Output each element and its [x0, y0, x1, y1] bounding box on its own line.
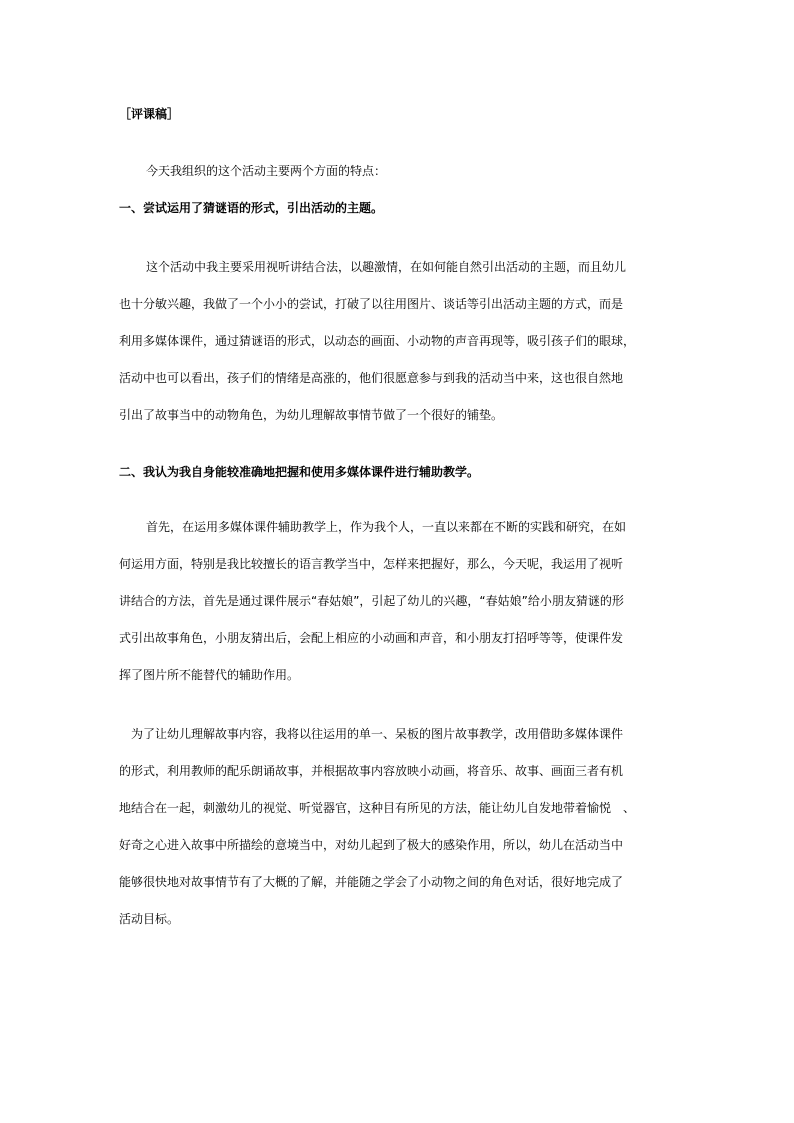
- point2-p2-line-4: 好奇之心进入故事中所描绘的意境当中，对幼儿起到了极大的感染作用，所以，幼儿在活动当中: [119, 838, 624, 852]
- point1-line-2: 也十分敏兴趣，我做了一个小小的尝试，打破了以往用图片、谈话等引出活动主题的方式，而是: [119, 297, 624, 311]
- point1-line-4: 活动中也可以看出，孩子们的情绪是高涨的，他们很愿意参与到我的活动当中来，这也很自然地: [119, 371, 624, 385]
- point2-p2-line-3: 地结合在一起，刺激幼儿的视觉、听觉器官，这种目有所见的方法，能让幼儿自发地带着愉悦 、: [119, 801, 636, 815]
- section-heading: ［评课稿］: [119, 107, 180, 121]
- point2-p1-line-4: 式引出故事角色，小朋友猜出后，会配上相应的小动画和声音，和小朋友打招呼等等，使课件发: [119, 631, 624, 645]
- point2-p2-line-1: 为了让幼儿理解故事内容，我将以往运用的单一、呆板的图片故事教学，改用借助多媒体课件: [131, 727, 624, 741]
- point2-heading: 二、我认为我自身能较准确地把握和使用多媒体课件进行辅助教学。: [119, 465, 480, 479]
- point1-line-3: 利用多媒体课件，通过猜谜语的形式，以动态的画面、小动物的声音再现等，吸引孩子们的眼球，: [119, 334, 636, 348]
- point2-p1-line-3: 讲结合的方法，首先是通过课件展示“春姑娘”，引起了幼儿的兴趣，“春姑娘”给小朋友猜谜的形: [119, 594, 624, 608]
- point2-p2-line-6: 活动目标。: [119, 912, 180, 926]
- point2-p1-line-2: 何运用方面，特别是我比较擅长的语言教学当中，怎样来把握好，那么，今天呢，我运用了视听: [119, 557, 624, 571]
- point2-p1-line-1: 首先，在运用多媒体课件辅助教学上，作为我个人，一直以来都在不断的实践和研究，在如: [146, 520, 627, 534]
- intro-line: 今天我组织的这个活动主要两个方面的特点：: [146, 164, 387, 178]
- point1-line-1: 这个活动中我主要采用视听讲结合法，以趣激情，在如何能自然引出活动的主题，而且幼儿: [146, 260, 627, 274]
- point2-p1-line-5: 挥了图片所不能替代的辅助作用。: [119, 668, 300, 682]
- point2-p2-line-2: 的形式，利用教师的配乐朗诵故事，并根据故事内容放映小动画，将音乐、故事、画面三者有机: [119, 764, 624, 778]
- point1-line-5: 引出了故事当中的动物角色，为幼儿理解故事情节做了一个很好的铺垫。: [119, 408, 504, 422]
- point1-heading: 一、尝试运用了猜谜语的形式，引出活动的主题。: [119, 201, 384, 215]
- point2-p2-line-5: 能够很快地对故事情节有了大概的了解，并能随之学会了小动物之间的角色对话，很好地完成了: [119, 875, 624, 889]
